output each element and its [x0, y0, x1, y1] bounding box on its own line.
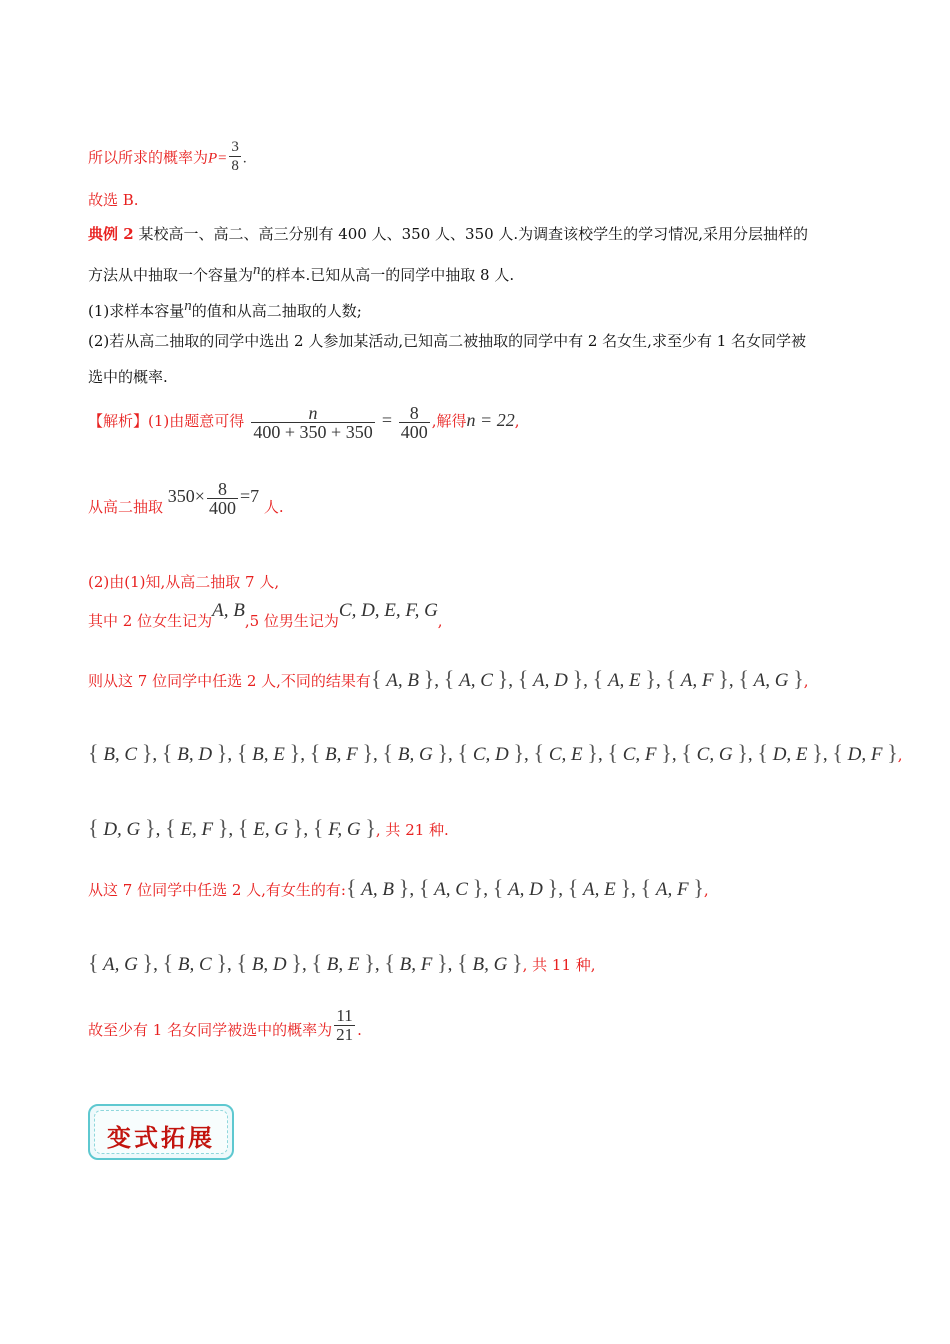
outcome-pair: { A, F } — [665, 666, 729, 691]
outcome-pair: { C, F } — [607, 740, 672, 765]
previous-choice: 故选 B. — [88, 191, 139, 209]
fraction-3-8: $\frac{3}{8}$ — [231, 139, 239, 174]
outcome-pair: { C, D } — [457, 740, 525, 765]
outcome-pair: { E, G } — [237, 815, 304, 840]
example2-line1: 典例 2 某校高一、高二、高三分别有 400 人、350 人、350 人.为调查该校学生的学习情况,采用分层抽样的 — [88, 225, 808, 243]
outcome-pair: { C, E } — [533, 740, 598, 765]
outcome-pair: { F, G } — [312, 815, 376, 840]
solution-part1-grade2: 从高二抽取 350× $\frac{8}{400}$ =7 人. — [88, 478, 284, 518]
section-badge — [88, 1104, 234, 1160]
outcome-pair: { B, E } — [236, 740, 301, 765]
outcome-pair: { A, B } — [370, 666, 435, 691]
outcome-set-list: { A, G }, { B, C }, { B, D }, { B, E }, { B, F }, { B, G } — [88, 950, 523, 975]
outcome-pair: { B, E } — [311, 950, 375, 975]
outcome-pair: { A, E } — [567, 875, 632, 900]
outcome-pair: { B, C } — [162, 950, 228, 975]
outcome-pair: { B, D } — [161, 740, 228, 765]
outcome-pair: { D, G } — [88, 815, 156, 840]
previous-conclusion: 所以所求的概率为P= $\frac{3}{8}$ . — [88, 139, 247, 174]
fraction-8-over-400: $\frac{8}{400}$ — [400, 402, 428, 442]
fraction-8-over-400b: $\frac{8}{400}$ — [208, 478, 236, 518]
outcome-pair: { A, E } — [592, 666, 656, 691]
outcome-set-list: { B, C }, { B, D }, { B, E }, { B, F }, { B, G }, { C, D }, { C, E }, { C, F }, { C, G }, { D, E }, { D, F } — [88, 740, 898, 765]
outcome-pair: { A, F } — [640, 875, 704, 900]
outcome-pair: { B, G } — [457, 950, 523, 975]
example-label: 典例 2 — [88, 225, 134, 243]
question-2-line1: (2)若从高二抽取的同学中选出 2 人参加某活动,已知高二被抽取的同学中有 2 名女生,求至少有 1 名女同学被 — [88, 332, 807, 350]
outcome-set-list: { D, G }, { E, F }, { E, G }, { F, G } — [88, 815, 376, 840]
outcome-set-list: { A, B }, { A, C }, { A, D }, { A, E }, { A, F }, { A, G } — [370, 666, 804, 691]
solution-part2-intro: (2)由(1)知,从高二抽取 7 人, — [88, 573, 280, 591]
outcome-pair: { D, E } — [757, 740, 823, 765]
girl-outcomes-row2: { A, G }, { B, C }, { B, D }, { B, E }, { B, F }, { B, G }, 共 11 种, — [88, 950, 596, 975]
outcome-pair: { A, D } — [492, 875, 559, 900]
outcome-pair: { B, G } — [382, 740, 448, 765]
solution-labels: 其中 2 位女生记为A, B,5 位男生记为C, D, E, F, G, — [88, 600, 443, 630]
question-2-line2: 选中的概率. — [88, 368, 168, 386]
outcome-pair: { A, B } — [345, 875, 410, 900]
girl-outcomes-row1: 从这 7 位同学中任选 2 人,有女生的有:{ A, B }, { A, C }, { A, D }, { A, E }, { A, F }, — [88, 875, 709, 900]
all-outcomes-row1: 则从这 7 位同学中任选 2 人,不同的结果有{ A, B }, { A, C }, { A, D }, { A, E }, { A, F }, { A, G }, — [88, 666, 809, 691]
outcome-pair: { A, C } — [418, 875, 484, 900]
section-badge-title: 变式拓展 — [107, 1123, 215, 1152]
outcome-pair: { B, F } — [384, 950, 448, 975]
outcome-pair: { B, C } — [88, 740, 153, 765]
solution-part1: 【解析】(1)由题意可得 $\frac{n}{400 + 350 + 350}$ = $\frac{8}{400}$ ,解得n = 22, — [88, 402, 520, 442]
fraction-n-over-total: $\frac{n}{400 + 350 + 350}$ — [251, 404, 375, 441]
outcome-set-list: { A, B }, { A, C }, { A, D }, { A, E }, { A, F } — [345, 875, 704, 900]
outcome-pair: { E, F } — [165, 815, 229, 840]
outcome-pair: { C, G } — [681, 740, 748, 765]
outcome-pair: { A, C } — [443, 666, 509, 691]
all-outcomes-row2: { B, C }, { B, D }, { B, E }, { B, F }, { B, G }, { C, D }, { C, E }, { C, F }, { C, G }, { D, E }, { D, F }, — [88, 740, 903, 765]
outcome-pair: { A, D } — [517, 666, 584, 691]
final-answer: 故至少有 1 名女同学被选中的概率为 $\frac{11}{21}$ . — [88, 1005, 362, 1044]
outcome-pair: { B, F } — [309, 740, 374, 765]
example2-line2: 方法从中抽取一个容量为$^n$的样本.已知从高一的同学中抽取 8 人. — [88, 262, 515, 284]
solution-tag: 【解析】 — [88, 412, 149, 430]
outcome-pair: { D, F } — [832, 740, 898, 765]
all-outcomes-row3: { D, G }, { E, F }, { E, G }, { F, G }, 共 21 种. — [88, 815, 449, 840]
question-1: (1)求样本容量$^n$的值和从高二抽取的人数; — [88, 298, 362, 320]
outcome-pair: { A, G } — [88, 950, 154, 975]
outcome-pair: { B, D } — [236, 950, 302, 975]
fraction-11-21: $\frac{11}{21}$ — [336, 1005, 354, 1044]
outcome-pair: { A, G } — [738, 666, 804, 691]
